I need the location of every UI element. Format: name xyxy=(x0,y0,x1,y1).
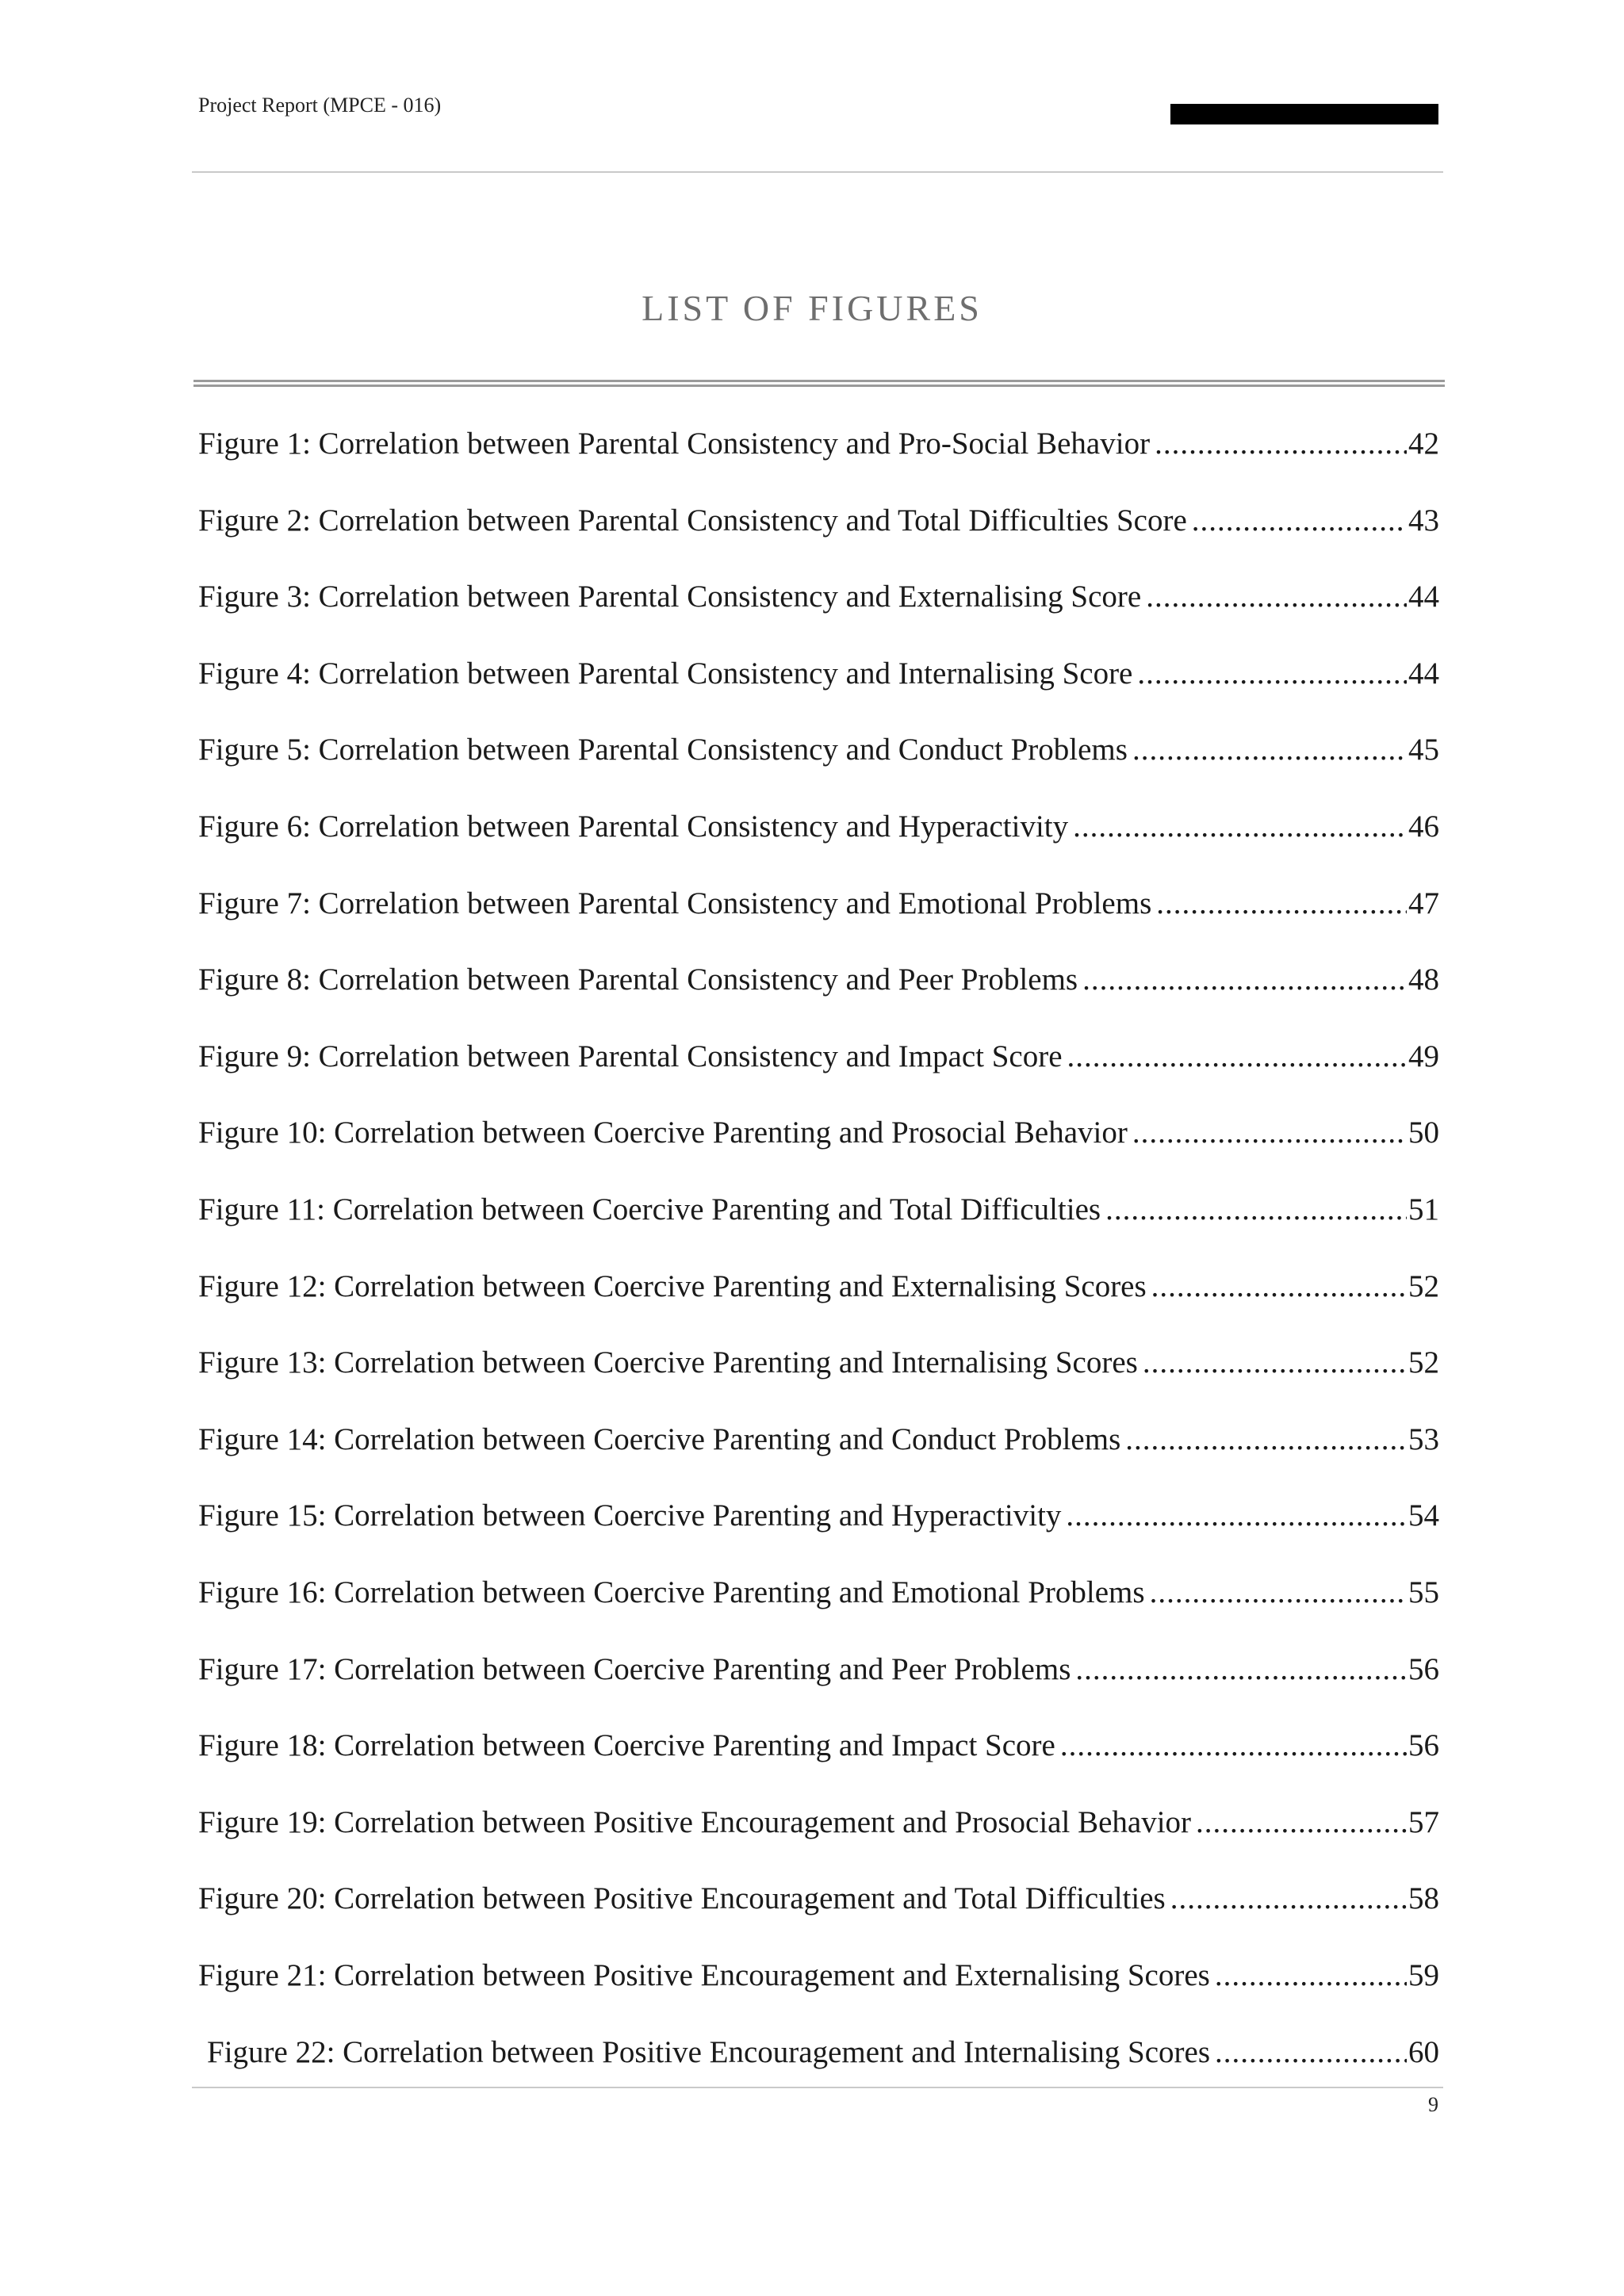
dot-leader xyxy=(1196,1799,1407,1846)
dot-leader xyxy=(1132,1109,1407,1157)
page-title: LIST OF FIGURES xyxy=(642,288,982,328)
figure-entry-page: 44 xyxy=(1408,580,1439,614)
figure-entry[interactable] xyxy=(198,573,1439,621)
dot-leader xyxy=(1073,803,1407,851)
figure-entry-title: Figure 2: Correlation between Parental Consistency and Total Difficulties Score xyxy=(198,503,1187,538)
dot-leader xyxy=(1156,880,1407,928)
figure-entry[interactable] xyxy=(198,1952,1439,1999)
figure-entry-page: 50 xyxy=(1408,1115,1439,1150)
dot-leader xyxy=(1215,2029,1407,2076)
figure-entry-title: Figure 8: Correlation between Parental Consistency and Peer Problems xyxy=(198,962,1078,997)
figure-entry-page: 56 xyxy=(1408,1651,1439,1686)
dot-leader xyxy=(1143,1339,1407,1387)
figure-entry[interactable] xyxy=(207,2029,1439,2076)
dot-leader xyxy=(1132,726,1407,774)
figure-entry[interactable] xyxy=(198,650,1439,698)
figure-entry-title: Figure 13: Correlation between Coercive Parenting and Internalising Scores xyxy=(198,1345,1138,1380)
dot-leader xyxy=(1060,1722,1407,1770)
figure-entry-title: Figure 20: Correlation between Positive Encouragement and Total Difficulties xyxy=(198,1881,1166,1916)
redaction-bar xyxy=(1170,104,1438,124)
figure-entry-page: 55 xyxy=(1408,1575,1439,1609)
figure-entry-page: 52 xyxy=(1408,1345,1439,1380)
figure-entry[interactable] xyxy=(198,1186,1439,1234)
figure-entry-title: Figure 18: Correlation between Coercive Parenting and Impact Score xyxy=(198,1728,1055,1763)
figure-entry-page: 52 xyxy=(1408,1269,1439,1303)
figure-entry-page: 56 xyxy=(1408,1728,1439,1763)
figure-entry-page: 60 xyxy=(1408,2034,1439,2069)
dot-leader xyxy=(1170,1875,1407,1923)
footer-divider xyxy=(192,2087,1443,2088)
dot-leader xyxy=(1067,1033,1407,1081)
figure-entry-title: Figure 21: Correlation between Positive Encouragement and Externalising Scores xyxy=(198,1958,1210,1992)
figure-entry-page: 54 xyxy=(1408,1498,1439,1533)
figure-entry-title: Figure 5: Correlation between Parental Consistency and Conduct Problems xyxy=(198,733,1128,767)
figure-entry[interactable] xyxy=(198,726,1439,774)
figure-entry-page: 48 xyxy=(1408,962,1439,997)
figure-entry-title: Figure 11: Correlation between Coercive Parenting and Total Difficulties xyxy=(198,1192,1101,1226)
figure-entry[interactable] xyxy=(198,1109,1439,1157)
figure-entry-page: 42 xyxy=(1408,427,1439,461)
figure-entry-page: 45 xyxy=(1408,733,1439,767)
figure-entry-page: 43 xyxy=(1408,503,1439,538)
figure-entry-title: Figure 14: Correlation between Coercive Parenting and Conduct Problems xyxy=(198,1422,1121,1456)
header-divider xyxy=(192,171,1443,173)
figure-entry-page: 44 xyxy=(1408,656,1439,691)
figure-entry-title: Figure 22: Correlation between Positive Encouragement and Internalising Scores xyxy=(207,2034,1211,2069)
figure-entry[interactable] xyxy=(198,956,1439,1004)
dot-leader xyxy=(1151,1263,1407,1311)
title-divider xyxy=(193,380,1445,387)
figure-entry[interactable] xyxy=(198,803,1439,851)
figure-entry-page: 51 xyxy=(1408,1192,1439,1226)
figure-entry[interactable] xyxy=(198,1799,1439,1846)
figure-entry-title: Figure 12: Correlation between Coercive Parenting and Externalising Scores xyxy=(198,1269,1147,1303)
figure-entry-title: Figure 6: Correlation between Parental Consistency and Hyperactivity xyxy=(198,809,1069,844)
figure-entry[interactable] xyxy=(198,1492,1439,1540)
dot-leader xyxy=(1150,1569,1407,1617)
figure-entry[interactable] xyxy=(198,1875,1439,1923)
dot-leader xyxy=(1066,1492,1407,1540)
figure-entry-title: Figure 9: Correlation between Parental Consistency and Impact Score xyxy=(198,1039,1063,1073)
figure-entry-page: 57 xyxy=(1408,1804,1439,1839)
dot-leader xyxy=(1146,573,1407,621)
figure-entry-page: 47 xyxy=(1408,886,1439,920)
figure-entry-page: 46 xyxy=(1408,809,1439,844)
dot-leader xyxy=(1082,956,1407,1004)
figure-entry-title: Figure 3: Correlation between Parental Consistency and Externalising Score xyxy=(198,580,1142,614)
figure-entry-title: Figure 1: Correlation between Parental Consistency and Pro-Social Behavior xyxy=(198,427,1151,461)
figure-entry[interactable] xyxy=(198,1722,1439,1770)
figure-entry-page: 53 xyxy=(1408,1422,1439,1456)
figure-entry[interactable] xyxy=(198,1416,1439,1464)
figure-entry-page: 49 xyxy=(1408,1039,1439,1073)
figure-entry-title: Figure 16: Correlation between Coercive Parenting and Emotional Problems xyxy=(198,1575,1145,1609)
figure-entry[interactable] xyxy=(198,1646,1439,1693)
figure-entry-title: Figure 7: Correlation between Parental Consistency and Emotional Problems xyxy=(198,886,1152,920)
dot-leader xyxy=(1192,497,1407,545)
figure-entry[interactable] xyxy=(198,1339,1439,1387)
dot-leader xyxy=(1075,1646,1407,1693)
figure-entry[interactable] xyxy=(198,1263,1439,1311)
figure-entry[interactable] xyxy=(198,420,1439,468)
figure-entry[interactable] xyxy=(198,497,1439,545)
figure-entry-title: Figure 17: Correlation between Coercive Parenting and Peer Problems xyxy=(198,1651,1071,1686)
dot-leader xyxy=(1215,1952,1407,1999)
figure-entry[interactable] xyxy=(198,880,1439,928)
dot-leader xyxy=(1105,1186,1407,1234)
figure-entry-page: 59 xyxy=(1408,1958,1439,1992)
figure-entry-title: Figure 15: Correlation between Coercive Parenting and Hyperactivity xyxy=(198,1498,1062,1533)
dot-leader xyxy=(1125,1416,1407,1464)
figure-entry-page: 58 xyxy=(1408,1881,1439,1916)
dot-leader xyxy=(1137,650,1407,698)
figure-entry[interactable] xyxy=(198,1033,1439,1081)
page-number: 9 xyxy=(1428,2093,1438,2116)
dot-leader xyxy=(1155,420,1407,468)
figure-entry[interactable] xyxy=(198,1569,1439,1617)
project-label: Project Report (MPCE - 016) xyxy=(198,94,442,117)
figure-entry-title: Figure 10: Correlation between Coercive Parenting and Prosocial Behavior xyxy=(198,1115,1128,1150)
figure-entry-title: Figure 19: Correlation between Positive Encouragement and Prosocial Behavior xyxy=(198,1804,1192,1839)
figure-entry-title: Figure 4: Correlation between Parental Consistency and Internalising Score xyxy=(198,656,1133,691)
